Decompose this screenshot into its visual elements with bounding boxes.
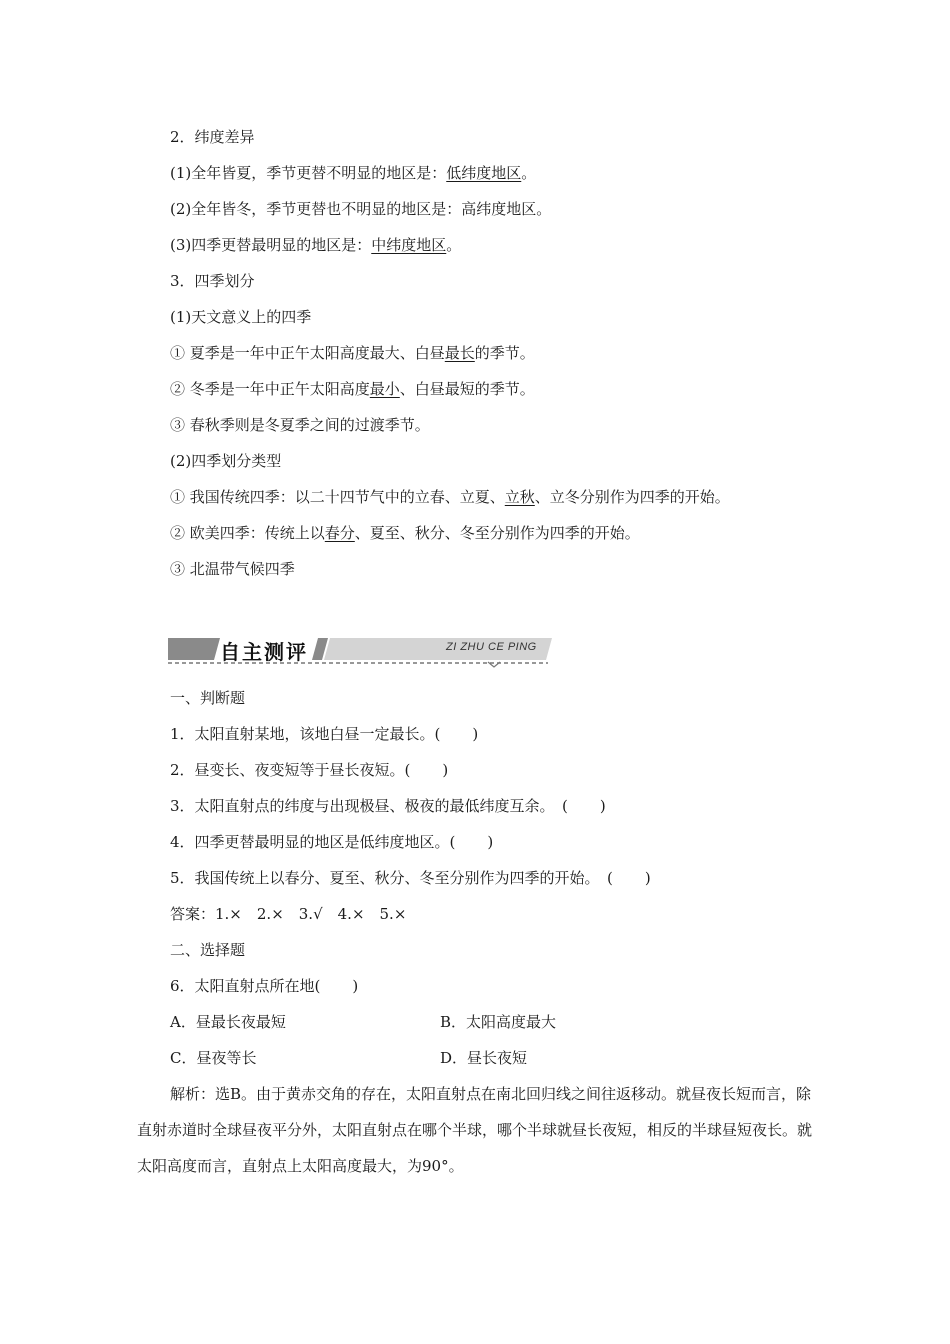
question-paren-close: ) xyxy=(644,869,651,887)
item-text: ③ 春秋季则是冬夏季之间的过渡季节。 xyxy=(170,416,430,434)
judge-heading: 一、判断题 xyxy=(170,689,246,707)
answer-underlined: 春分 xyxy=(324,524,355,542)
question-text: 5．我国传统上以春分、夏至、秋分、冬至分别作为四季的开始。 ( xyxy=(170,869,613,887)
item-text-end: 。 xyxy=(521,164,537,182)
season-item-2 xyxy=(170,379,535,399)
type-item-1 xyxy=(170,487,730,507)
question-paren-close: ) xyxy=(442,761,449,779)
judge-question-3 xyxy=(170,796,606,816)
section-banner xyxy=(168,634,552,668)
item-text: ③ 北温带气候四季 xyxy=(170,560,295,578)
option-b: B．太阳高度最大 xyxy=(440,1013,557,1031)
choice-question xyxy=(170,976,358,996)
banner-subtitle: ZI ZHU CE PING xyxy=(446,641,537,653)
choice-heading: 二、选择题 xyxy=(170,941,246,959)
item-text-end: 、立冬分别作为四季的开始。 xyxy=(534,488,730,506)
judge-question-1 xyxy=(170,724,478,744)
type-item-3 xyxy=(170,559,295,579)
item-text: ① 我国传统四季：以二十四节气中的立春、立夏、 xyxy=(170,488,505,506)
judge-question-4 xyxy=(170,832,493,852)
judge-answer: 答案：1.× 2.× 3.√ 4.× 5.× xyxy=(170,905,407,923)
question-text: 3．太阳直射点的纬度与出现极昼、极夜的最低纬度互余。 ( xyxy=(170,797,568,815)
answer-underlined: 立秋 xyxy=(504,488,535,506)
option-c: C．昼夜等长 xyxy=(170,1049,257,1067)
question-text: 2．昼变长、夜变短等于昼长夜短。( xyxy=(170,761,411,779)
type-item-2 xyxy=(170,523,640,543)
answer-underlined: 最小 xyxy=(369,380,400,398)
judge-question-2 xyxy=(170,760,448,780)
question-paren-close: ) xyxy=(352,977,359,995)
season-item-1 xyxy=(170,343,535,363)
item-text: (3)四季更替最明显的地区是： xyxy=(170,236,372,254)
question-text: 4．四季更替最明显的地区是低纬度地区。( xyxy=(170,833,456,851)
item-text: (2)全年皆冬，季节更替也不明显的地区是：高纬度地区。 xyxy=(170,200,552,218)
answer-underlined: 最长 xyxy=(444,344,475,362)
item-text: ② 冬季是一年中正午太阳高度 xyxy=(170,380,370,398)
question-text: 1．太阳直射某地，该地白昼一定最长。( xyxy=(170,725,441,743)
subheading-astronomical: (1)天文意义上的四季 xyxy=(170,308,312,326)
question-paren-close: ) xyxy=(487,833,494,851)
latitude-item-3 xyxy=(170,235,461,255)
question-paren-close: ) xyxy=(472,725,479,743)
item-text-end: 。 xyxy=(446,236,462,254)
option-a: A．昼最长夜最短 xyxy=(170,1013,286,1031)
banner-title: 自主测评 xyxy=(220,640,308,664)
season-item-3 xyxy=(170,415,430,435)
option-d: D．昼长夜短 xyxy=(440,1049,528,1067)
item-text-end: 、夏至、秋分、冬至分别作为四季的开始。 xyxy=(354,524,640,542)
answer-underlined: 低纬度地区 xyxy=(446,164,522,182)
latitude-item-2 xyxy=(170,199,551,219)
answer-underlined: 中纬度地区 xyxy=(371,236,447,254)
item-text-end: 的季节。 xyxy=(474,344,535,362)
item-text: ① 夏季是一年中正午太阳高度最大、白昼 xyxy=(170,344,445,362)
item-text: (1)全年皆夏，季节更替不明显的地区是： xyxy=(170,164,447,182)
latitude-item-1 xyxy=(170,163,536,183)
analysis-text: 解析：选B。由于黄赤交角的存在，太阳直射点在南北回归线之间往返移动。就昼夜长短而言，除直射赤道时全球昼夜平分外，太阳直射点在哪个半球，哪个半球就昼长夜短，相反的半球昼短夜长。就太阳高度而言，直射点上太阳高度最大，为90°。 xyxy=(137,1085,813,1175)
item-text: ② 欧美四季：传统上以 xyxy=(170,524,325,542)
section-heading-latitude: 2．纬度差异 xyxy=(170,128,255,146)
question-text: 6．太阳直射点所在地( xyxy=(170,977,321,995)
question-paren-close: ) xyxy=(599,797,606,815)
analysis-paragraph xyxy=(137,1076,817,1184)
judge-question-5 xyxy=(170,868,651,888)
section-heading-seasons: 3．四季划分 xyxy=(170,272,255,290)
item-text-end: 、白昼最短的季节。 xyxy=(399,380,535,398)
subheading-types: (2)四季划分类型 xyxy=(170,452,282,470)
